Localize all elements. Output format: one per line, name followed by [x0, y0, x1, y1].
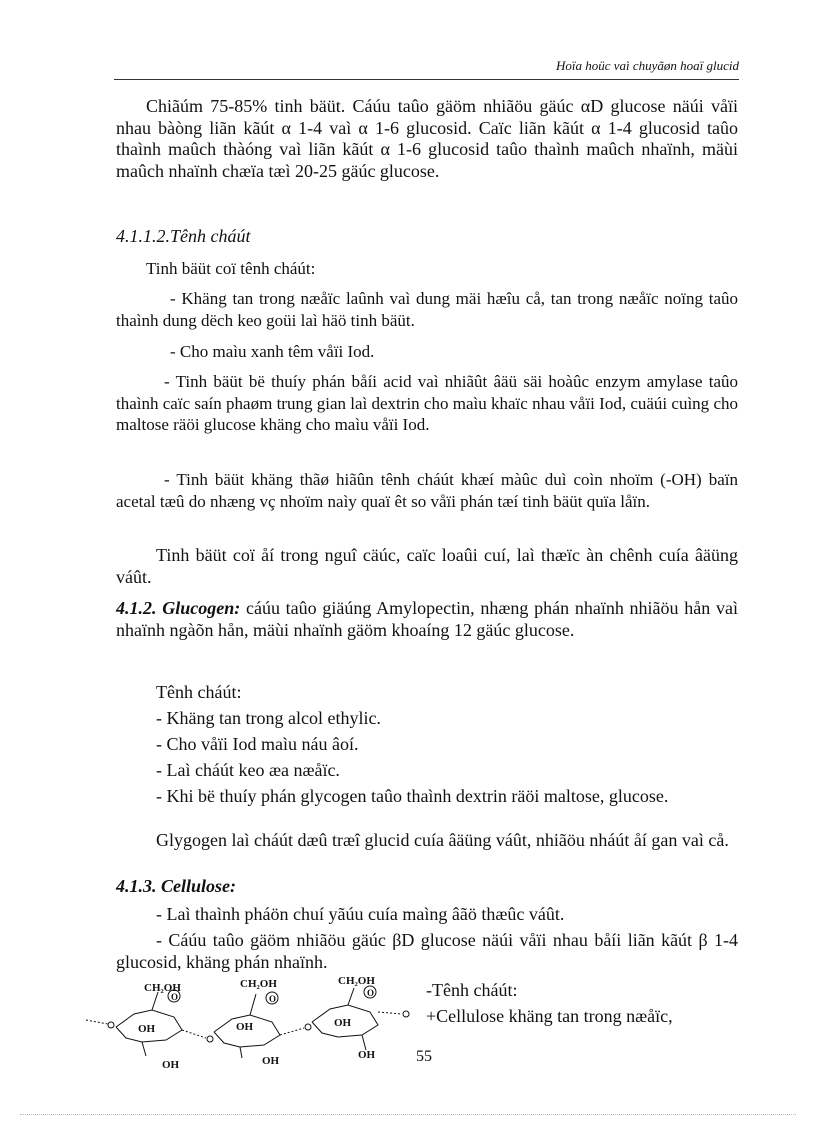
- paragraph-glycogen: [116, 598, 738, 641]
- oh-label-2b: OH: [262, 1055, 280, 1067]
- ring-oxygen-1: O: [171, 992, 179, 1002]
- cellulose-structure-diagram: [86, 972, 426, 1072]
- section-heading-cellulose: 4.1.3. Cellulose:: [116, 876, 236, 896]
- paragraph-alcohol: - Khäng tan trong alcol ethylic.: [156, 708, 381, 728]
- paragraph-glycogen-hydrolysis: - Khi bë thuíy phán glycogen taûo thaình dextrin räöi maltose, glucose.: [156, 786, 669, 806]
- header-rule: [114, 79, 739, 80]
- oh-label-3a: OH: [334, 1017, 352, 1029]
- oh-label-1a: OH: [138, 1023, 156, 1035]
- side-text-insoluble: +Cellulose khäng tan trong næåïc,: [426, 1006, 673, 1026]
- ring-oxygen-3: O: [367, 988, 375, 998]
- paragraph-properties-label: Tênh cháút:: [156, 682, 242, 702]
- paragraph-solubility: - Khäng tan trong næåïc laûnh vaì dung mäi hæîu cå, tan trong næåïc noïng taûo thaình dung dëch keo goüi laì häö tinh bäüt.: [116, 289, 738, 330]
- paragraph-sources: Tinh bäüt coï åí trong nguî cäúc, caïc loaûi cuí, laì thæïc àn chênh cuía âäüng váût.: [116, 545, 738, 587]
- paragraph-colloid: - Laì cháút keo æa næåïc.: [156, 760, 340, 780]
- page-bottom-edge: [20, 1114, 796, 1115]
- oh-label-1b: OH: [162, 1059, 180, 1071]
- ch2oh-label-2: CH₂OH: [240, 978, 277, 990]
- paragraph-reducing: - Tinh bäüt khäng thãø hiãûn tênh cháút khæí màûc duì coìn nhoïm (-OH) baïn acetal tæû do nhæng vç nhoïm naìy quaï êt so våïi phán tæí tinh bäüt quïa låïn.: [116, 470, 738, 511]
- side-text-properties: -Tênh cháút:: [426, 980, 518, 1000]
- paragraph-cell-wall: - Laì thaình pháön chuí yãúu cuía maìng âãö thæûc váût.: [156, 904, 565, 924]
- page-number: 55: [416, 1048, 432, 1065]
- oh-label-3b: OH: [358, 1049, 376, 1061]
- ring-oxygen-2: O: [269, 994, 277, 1004]
- paragraph-intro: Tinh bäüt coï tênh cháút:: [146, 259, 316, 278]
- oh-label-2a: OH: [236, 1021, 254, 1033]
- paragraph-iodine: - Cho maìu xanh têm våïi Iod.: [170, 342, 375, 361]
- running-header: Hoïa hoüc vaì chuyãøn hoaï glucid: [555, 58, 739, 73]
- section-heading-glycogen: 4.1.2. Glucogen:: [116, 598, 241, 618]
- paragraph-storage: Glygogen laì cháút dæû træî glucid cuía âäüng váût, nhiãöu nháút åí gan vaì cå.: [156, 830, 729, 850]
- paragraph-composition: Chiãúm 75-85% tinh bäüt. Cáúu taûo gäöm nhiãöu gäúc αD glucose näúi våïi nhau bàòng liãn kãút α 1-4 vaì α 1-6 glucosid. Caïc liãn kãút α 1-4 glucosid taûo thaình maûch thàóng vaì liãn kãút α 1-6 glucosid taûo thaình maûch nhaïnh, mäùi maûch nhaïnh chæïa tæì 20-25 gäúc glucose.: [116, 96, 738, 181]
- paragraph-iodine-brown: - Cho våïi Iod maìu náu âoí.: [156, 734, 359, 754]
- ch2oh-label-3: CH₂OH: [338, 975, 375, 987]
- glycogen-text: cáúu taûo giäúng Amylopectin, nhæng phán nhaïnh nhiãöu hån vaì nhaïnh ngàõn hån, mäùi nhaïnh gäöm khoaíng 12 gäúc glucose.: [116, 598, 738, 640]
- section-heading-properties: 4.1.1.2.Tênh cháút: [116, 226, 251, 246]
- paragraph-hydrolysis: - Tinh bäüt bë thuíy phán båíi acid vaì nhiãût âäü säi hoàûc enzym amylase taûo thaình caïc saín phaøm trung gian laì dextrin cho maìu khaïc nhau våïi Iod, cuäúi cuìng cho maltose räöi glucose khäng cho maìu våïi Iod.: [116, 372, 738, 434]
- ch2oh-label-1: CH₂OH: [144, 982, 181, 994]
- paragraph-cellulose-structure: - Cáúu taûo gäöm nhiãöu gäúc βD glucose näúi våïi nhau båíi liãn kãút β 1-4 glucosid, khäng phán nhaïnh.: [116, 930, 738, 972]
